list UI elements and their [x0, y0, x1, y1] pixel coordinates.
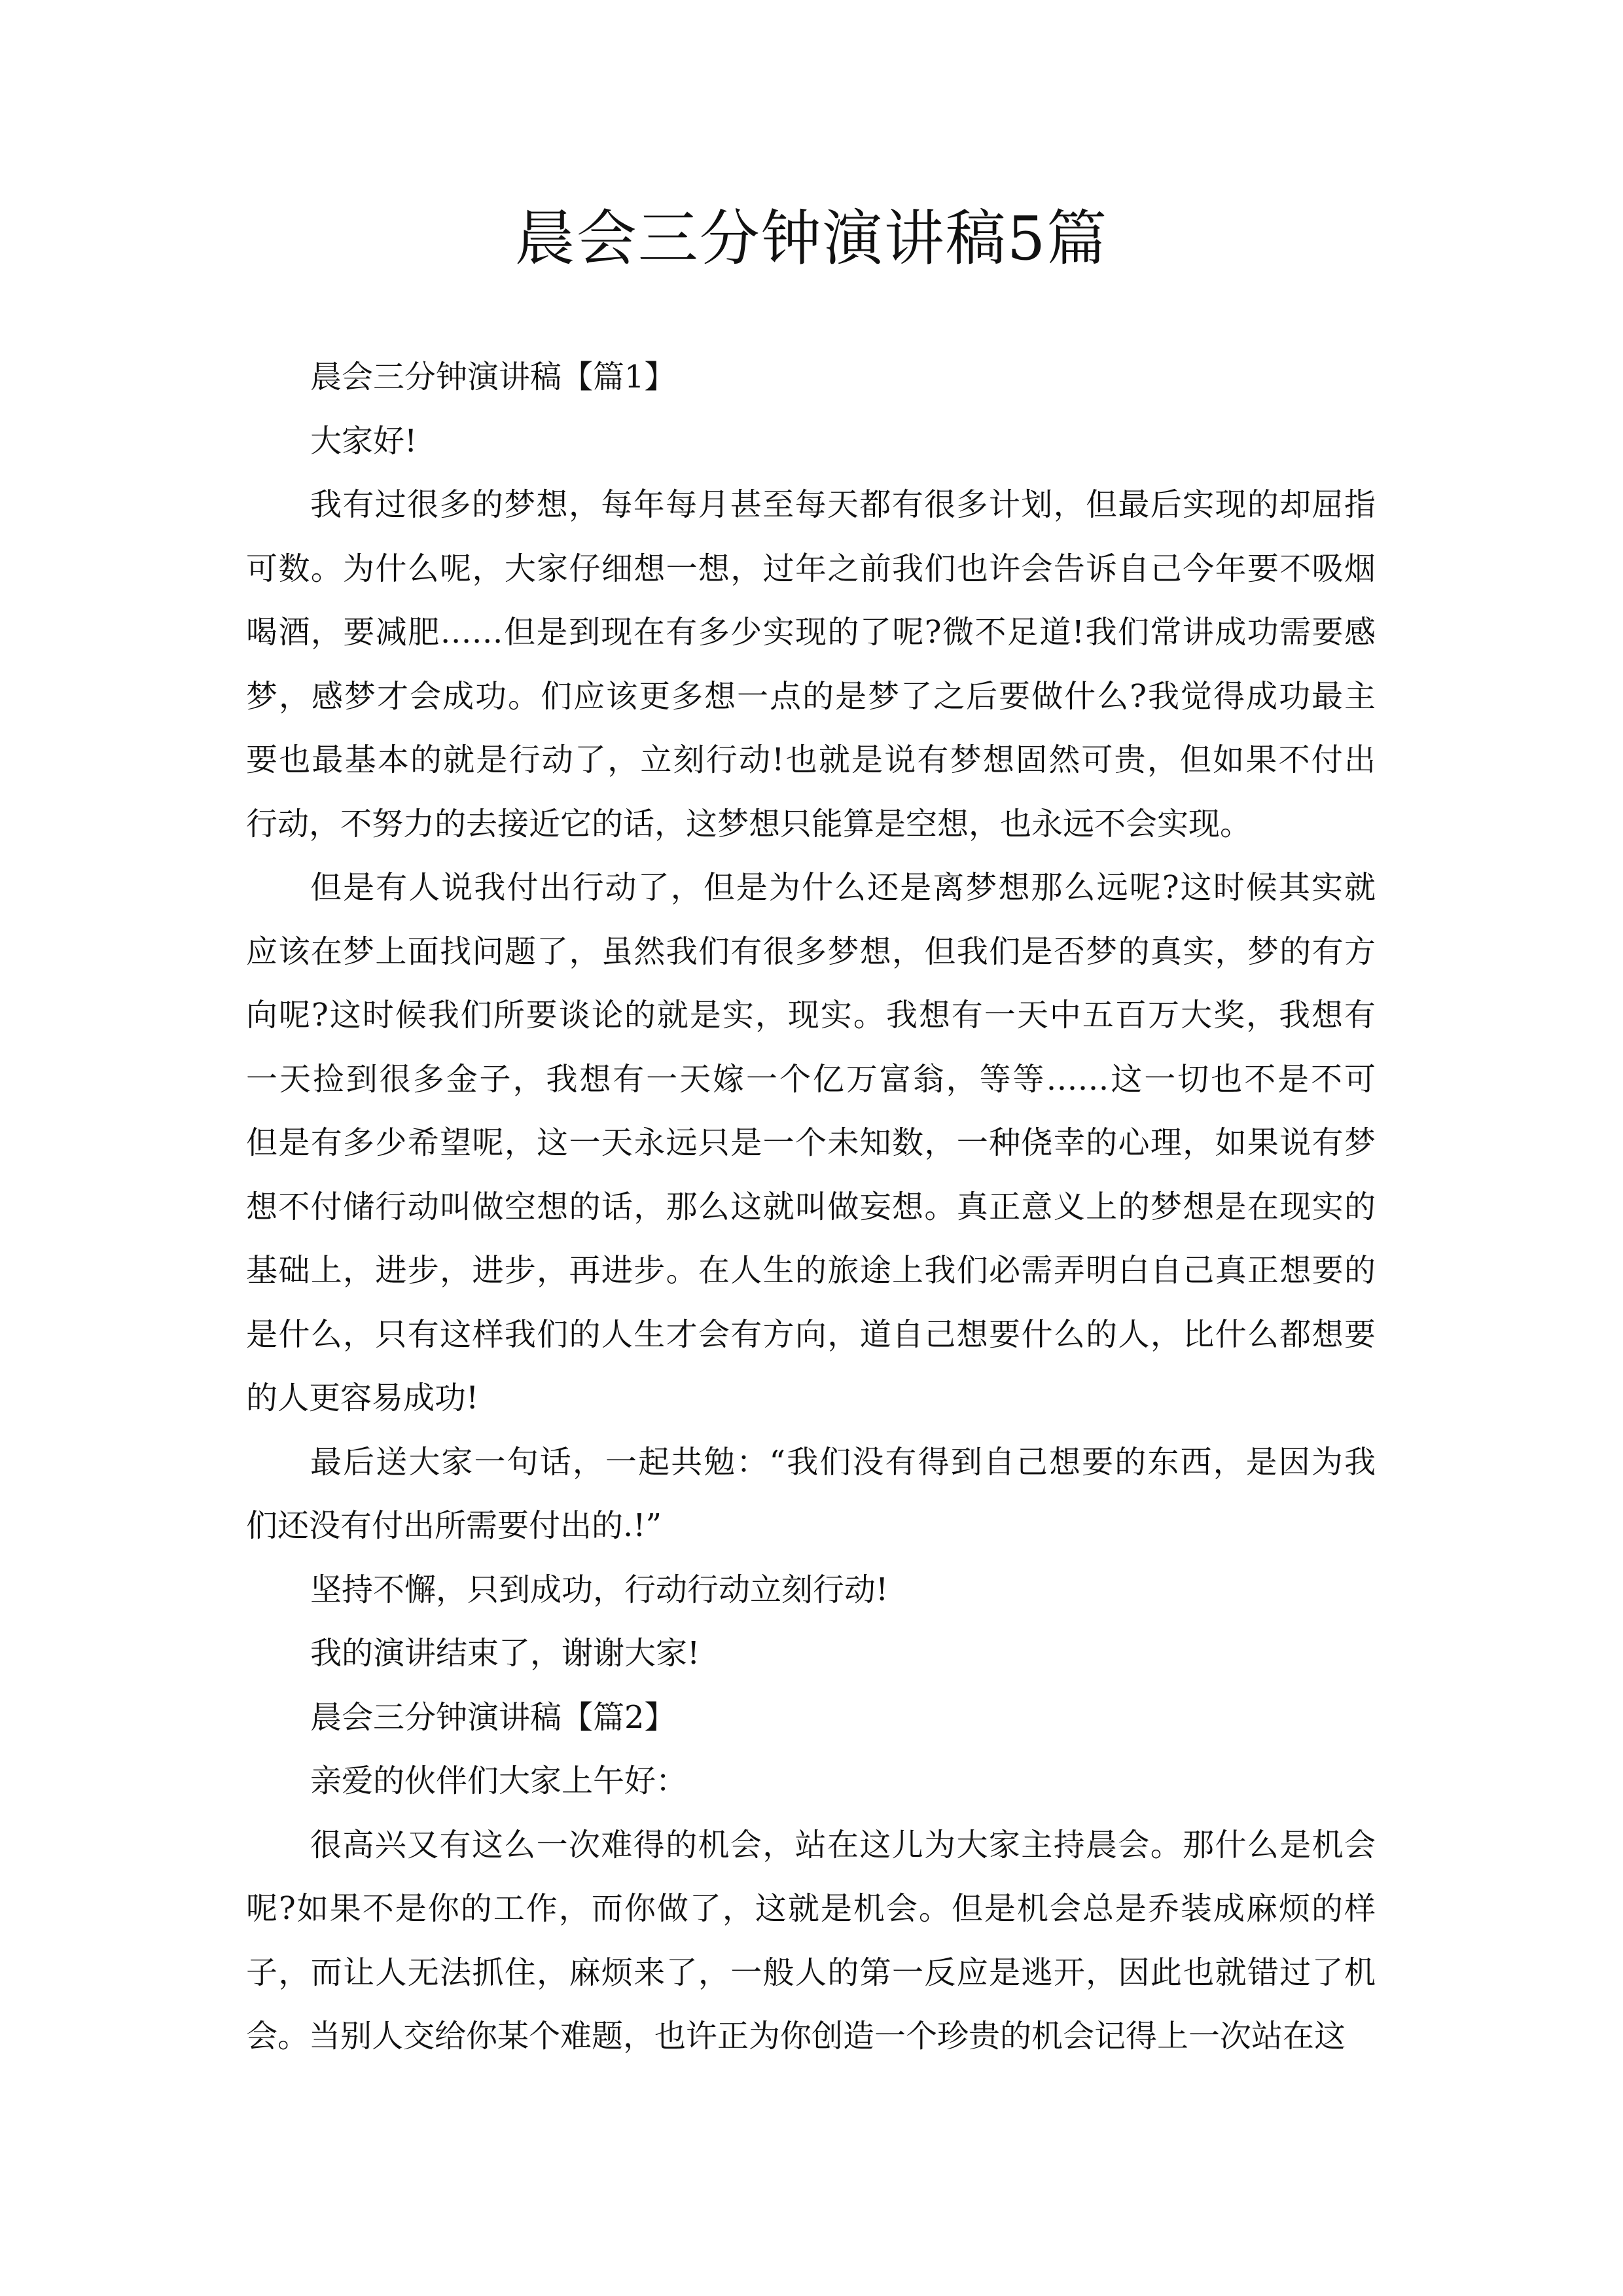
text-line: 要也最基本的就是行动了，立刻行动!也就是说有梦想固然可贵，但如果不付出: [246, 742, 1376, 778]
text-line: 最后送大家一句话，一起共勉：“我们没有得到自己想要的东西，是因为我: [310, 1443, 1376, 1480]
paragraph: [246, 410, 1376, 474]
paragraph: [246, 856, 1376, 1431]
text-line: 可数。为什么呢，大家仔细想一想，过年之前我们也许会告诉自己今年要不吸烟: [246, 550, 1376, 587]
text-line: 梦，感梦才会成功。们应该更多想一点的是梦了之后要做什么?我觉得成功最主: [246, 677, 1376, 715]
text-line: 但是有多少希望呢，这一天永远只是一个未知数，一种侥幸的心理，如果说有梦: [246, 1124, 1376, 1161]
text-line: 坚持不懈，只到成功，行动行动立刻行动!: [310, 1571, 889, 1608]
section-heading: [246, 346, 1376, 410]
paragraph: [246, 473, 1376, 856]
paragraph: [246, 1431, 1376, 1558]
text-line: 基础上，进步，进步，再进步。在人生的旅途上我们必需弄明白自己真正想要的: [246, 1252, 1376, 1289]
paragraph: [246, 1558, 1376, 1623]
text-line: 向呢?这时候我们所要谈论的就是实，现实。我想有一天中五百万大奖，我想有: [246, 997, 1376, 1033]
paragraph: [246, 1622, 1376, 1686]
text-line: 会。当别人交给你某个难题，也许正为你创造一个珍贵的机会记得上一次站在这: [246, 2018, 1346, 2054]
text-line: 我的演讲结束了，谢谢大家!: [310, 1635, 700, 1672]
section-heading: [246, 1686, 1376, 1750]
text-line: 喝酒，要减肥……但是到现在有多少实现的了呢?微不足道!我们常讲成功需要感: [246, 614, 1376, 651]
text-line: 晨会三分钟演讲稿【篇1】: [310, 359, 676, 395]
document-title: 晨会三分钟演讲稿5篇: [514, 204, 1109, 274]
text-line: 想不付储行动叫做空想的话，那么这就叫做妄想。真正意义上的梦想是在现实的: [246, 1188, 1376, 1225]
text-line: 但是有人说我付出行动了，但是为什么还是离梦想那么远呢?这时候其实就: [310, 869, 1376, 906]
text-line: 是什么，只有这样我们的人生才会有方向，道自己想要什么的人，比什么都想要: [246, 1316, 1376, 1353]
text-line: 行动，不努力的去接近它的话，这梦想只能算是空想，也永远不会实现。: [246, 805, 1252, 842]
text-line: 呢?如果不是你的工作，而你做了，这就是机会。但是机会总是乔装成麻烦的样: [246, 1890, 1376, 1927]
text-line: 晨会三分钟演讲稿【篇2】: [310, 1698, 676, 1736]
text-line: 很高兴又有这么一次难得的机会，站在这儿为大家主持晨会。那什么是机会: [310, 1826, 1376, 1863]
text-line: 子，而让人无法抓住，麻烦来了，一般人的第一反应是逃开，因此也就错过了机: [246, 1954, 1376, 1991]
text-line: 的人更容易成功!: [246, 1380, 479, 1416]
document-body: [246, 346, 1376, 2069]
paragraph: [246, 1749, 1376, 1814]
text-line: 一天捡到很多金子，我想有一天嫁一个亿万富翁，等等……这一切也不是不可: [246, 1060, 1376, 1098]
text-line: 大家好!: [310, 422, 418, 459]
paragraph: [246, 1814, 1376, 2069]
text-line: 应该在梦上面找问题了，虽然我们有很多梦想，但我们是否梦的真实，梦的有方: [246, 933, 1376, 970]
text-line: 我有过很多的梦想，每年每月甚至每天都有很多计划，但最后实现的却屈指: [310, 486, 1376, 523]
text-line: 们还没有付出所需要付出的.!”: [246, 1507, 662, 1544]
text-line: 亲爱的伙伴们大家上午好：: [310, 1763, 688, 1799]
